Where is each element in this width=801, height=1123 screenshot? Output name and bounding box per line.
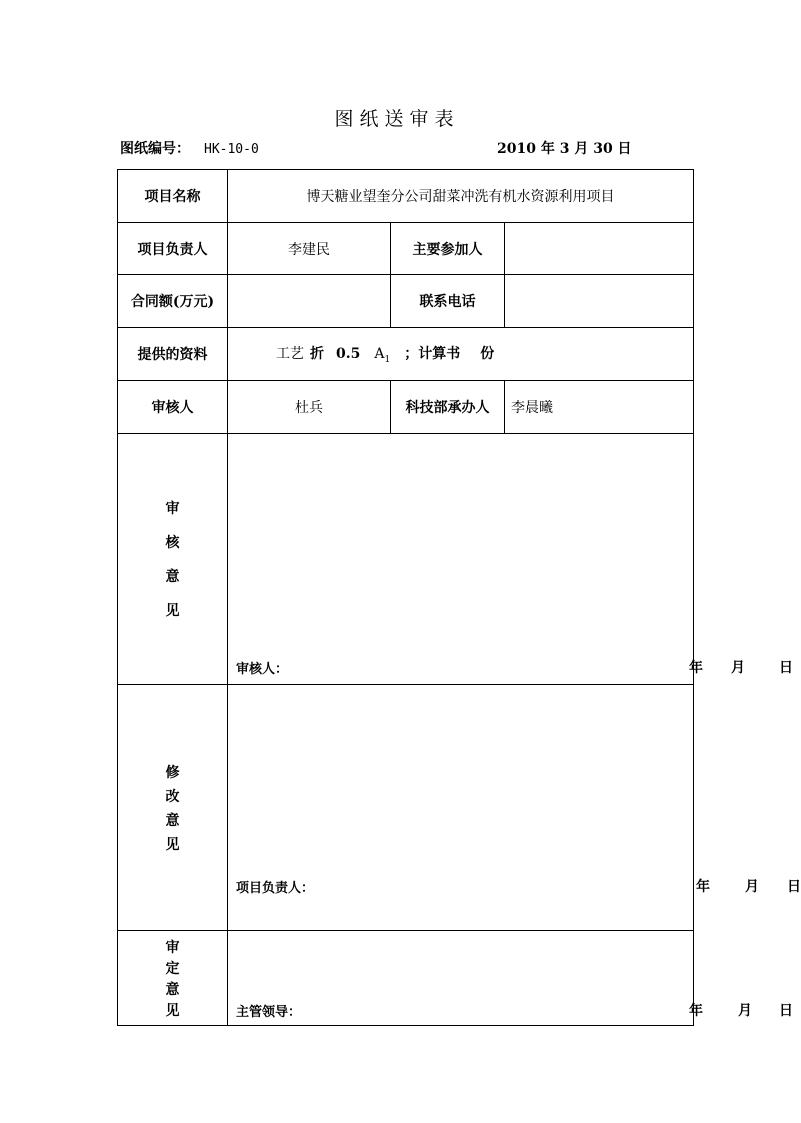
contract-label: 合同额(万元) <box>118 275 228 328</box>
approve-year: 年 <box>689 1003 703 1019</box>
materials-fold: 折 <box>310 346 324 363</box>
row-contract <box>118 275 694 328</box>
review-opinion-label <box>118 434 228 685</box>
approve-char-3: 意 <box>165 981 180 998</box>
row-materials <box>118 328 694 381</box>
materials-amount: 0.5 <box>336 346 361 363</box>
modify-char-2: 改 <box>165 788 180 805</box>
dept-person-label: 科技部承办人 <box>391 381 505 434</box>
modify-month: 月 <box>745 879 759 895</box>
review-form-table <box>117 169 801 1026</box>
modify-day: 日 <box>787 879 801 895</box>
row-approve-opinion <box>118 931 694 1026</box>
row-reviewer <box>118 381 694 434</box>
review-year: 年 <box>689 660 703 676</box>
participants-label: 主要参加人 <box>391 223 505 275</box>
project-name-value: 博天糖业望奎分公司甜菜冲洗有机水资源利用项目 <box>228 170 694 223</box>
contract-value <box>228 275 391 328</box>
materials-label: 提供的资料 <box>118 328 228 381</box>
row-manager <box>118 223 694 275</box>
approve-opinion-label <box>118 931 228 1026</box>
review-char-3: 意 <box>165 569 180 585</box>
review-sign-label: 审核人： <box>236 662 289 677</box>
reviewer-label: 审核人 <box>118 381 228 434</box>
modify-char-3: 意 <box>165 812 180 829</box>
manager-value: 李建民 <box>228 223 391 275</box>
project-name-label: 项目名称 <box>118 170 228 223</box>
row-review-opinion <box>118 434 694 685</box>
row-modify-opinion <box>118 685 694 931</box>
modify-year: 年 <box>696 879 710 895</box>
approve-day: 日 <box>779 1003 793 1019</box>
submission-date: 2010 年 3 月 30 日 <box>497 141 632 157</box>
review-char-1: 审 <box>165 501 180 517</box>
row-project-name <box>118 170 694 223</box>
materials-size-letter: A <box>374 346 385 363</box>
approve-opinion-area[interactable] <box>228 931 793 1026</box>
page-title: 图纸送审表 <box>334 108 460 130</box>
modify-opinion-area[interactable] <box>228 685 801 931</box>
approve-month: 月 <box>738 1003 752 1019</box>
drawing-number-label: 图纸编号： <box>120 141 190 157</box>
materials-size-sub: 1 <box>384 354 391 365</box>
dept-person-value: 李晨曦 <box>505 381 694 434</box>
approve-sign-label: 主管领导： <box>236 1005 302 1020</box>
drawing-number <box>120 138 259 158</box>
approve-char-4: 见 <box>165 1002 180 1019</box>
participants-value <box>505 223 694 275</box>
reviewer-value: 杜兵 <box>228 381 391 434</box>
review-char-4: 见 <box>165 603 180 619</box>
drawing-number-value: HK-10-0 <box>204 142 259 157</box>
review-month: 月 <box>731 660 745 676</box>
phone-label: 联系电话 <box>391 275 505 328</box>
manager-label: 项目负责人 <box>118 223 228 275</box>
materials-copies: 份 <box>480 346 495 363</box>
materials-size <box>374 346 391 365</box>
materials-craft: 工艺 <box>276 346 304 363</box>
phone-value <box>505 275 694 328</box>
modify-char-1: 修 <box>165 764 180 781</box>
review-char-2: 核 <box>165 535 180 551</box>
approve-char-2: 定 <box>165 960 180 977</box>
review-day: 日 <box>779 660 793 676</box>
modify-opinion-label <box>118 685 228 931</box>
approve-char-1: 审 <box>165 939 180 956</box>
review-opinion-area[interactable] <box>228 434 793 685</box>
materials-value <box>228 328 694 381</box>
modify-sign-label: 项目负责人： <box>236 881 315 896</box>
materials-calc: ；计算书 <box>404 346 461 363</box>
modify-char-4: 见 <box>165 836 180 853</box>
